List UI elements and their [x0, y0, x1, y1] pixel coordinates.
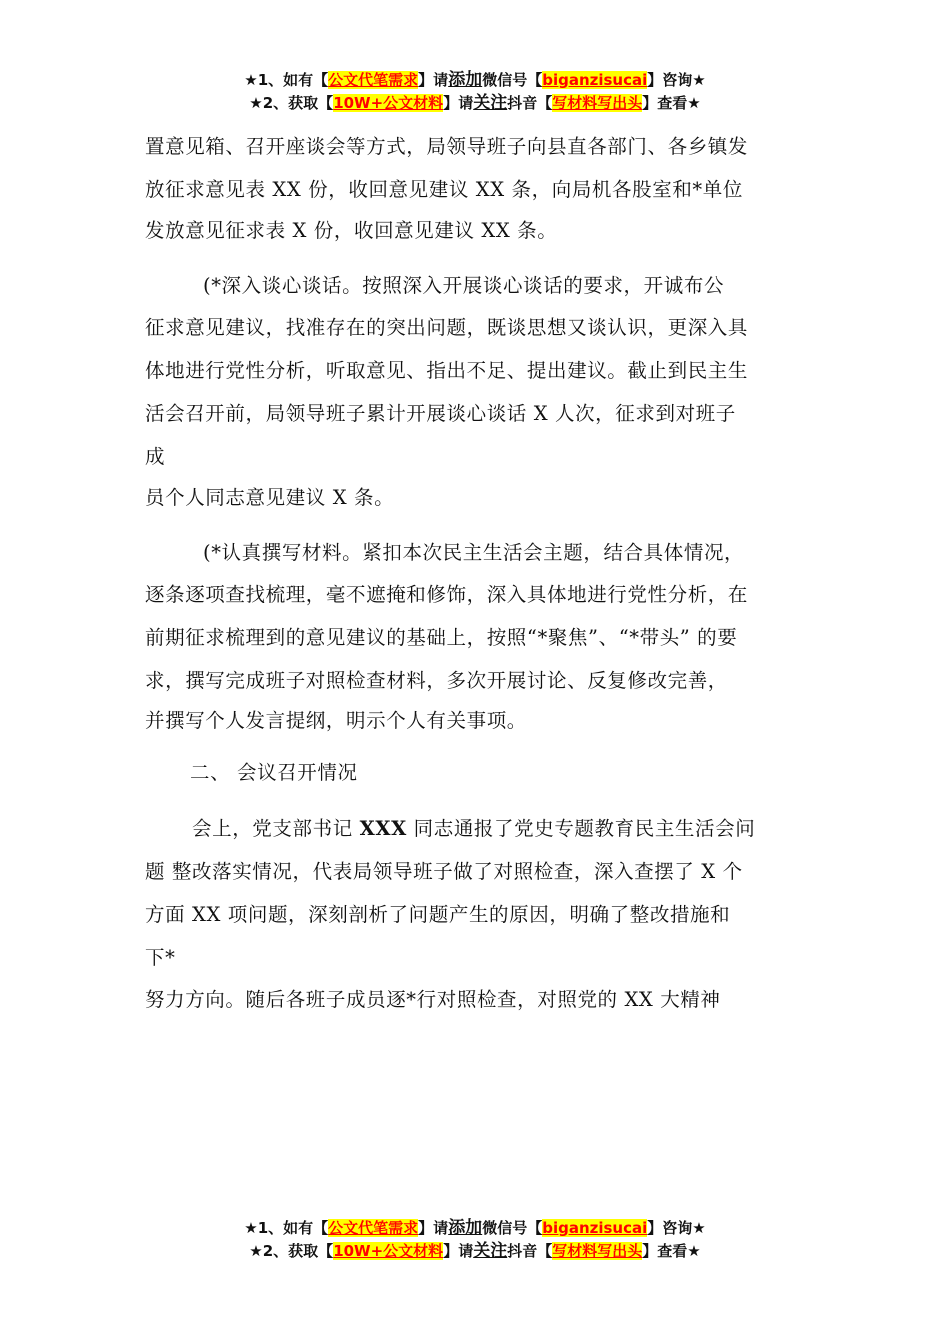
banner-emphasis: 关注 [473, 93, 508, 113]
banner-highlight: 公文代笔需求 [328, 71, 419, 89]
banner-text: ★2、获取【 [249, 94, 334, 112]
bottom-banner [0, 1217, 950, 1263]
body-line: 下* [145, 946, 176, 969]
banner-text: ★2、获取【 [249, 1242, 334, 1260]
body-line: 求，撰写完成班子对照检查材料，多次开展讨论、反复修改完善， [145, 669, 728, 692]
meeting-text: 同志通报了党史专题教育民主生活会问 [413, 817, 756, 840]
body-line: 题 整改落实情况，代表局领导班子做了对照检查，深入查摆了 X 个 [145, 860, 743, 883]
body-line [192, 813, 755, 841]
banner-text: 】咨询★ [647, 1219, 706, 1237]
banner-emphasis: 添加 [448, 70, 483, 90]
banner-highlight: 10W+公文材料 [333, 1242, 444, 1260]
banner-highlight: 写材料写出头 [552, 1242, 643, 1260]
banner-text: ★1、如有【 [244, 71, 329, 89]
banner-text: 】咨询★ [647, 71, 706, 89]
banner-text: 】请 [443, 1242, 474, 1260]
banner-text: 微信号【 [482, 1219, 543, 1237]
banner-text: 】请 [443, 94, 474, 112]
body-line: 发放意见征求表 X 份，收回意见建议 XX 条。 [145, 219, 558, 242]
banner-line-1 [0, 69, 950, 92]
body-line: 成 [145, 445, 166, 468]
banner-emphasis: 关注 [473, 1241, 508, 1261]
banner-text: 】请 [418, 71, 449, 89]
body-line: 放征求意见表 XX 份，收回意见建议 XX 条，向局机各股室和*单位 [145, 178, 743, 201]
banner-emphasis: 添加 [448, 1218, 483, 1238]
section-heading: 二、 会议召开情况 [190, 761, 358, 784]
banner-highlight: biganzisucai [542, 71, 648, 89]
body-line: 方面 XX 项问题，深刻剖析了问题产生的原因，明确了整改措施和 [145, 903, 731, 926]
banner-text: 微信号【 [482, 71, 543, 89]
banner-text: 抖音【 [507, 94, 553, 112]
body-line: (*深入谈心谈话。按照深入开展谈心谈话的要求，开诚布公 [203, 274, 725, 297]
banner-text: ★1、如有【 [244, 1219, 329, 1237]
banner-highlight: 10W+公文材料 [333, 94, 444, 112]
banner-highlight: 公文代笔需求 [328, 1219, 419, 1237]
banner-text: 】查看★ [642, 1242, 701, 1260]
banner-highlight: 写材料写出头 [552, 94, 643, 112]
banner-line-1 [0, 1217, 950, 1240]
body-line: (*认真撰写材料。紧扣本次民主生活会主题，结合具体情况， [203, 541, 745, 564]
body-line: 努力方向。随后各班子成员逐*行对照检查，对照党的 XX 大精神 [145, 988, 721, 1011]
body-line: 前期征求梳理到的意见建议的基础上，按照“*聚焦”、“*带头” 的要 [145, 626, 738, 649]
body-line: 征求意见建议，找准存在的突出问题，既谈思想又谈认识，更深入具 [145, 316, 749, 339]
body-line: 逐条逐项查找梳理，毫不遮掩和修饰，深入具体地进行党性分析，在 [145, 583, 749, 606]
top-banner [0, 69, 950, 115]
body-line: 活会召开前，局领导班子累计开展谈心谈话 X 人次，征求到对班子 [145, 402, 736, 425]
meeting-prefix: 会上，党支部书记 [192, 817, 360, 840]
banner-text: 】请 [418, 1219, 449, 1237]
banner-line-2 [0, 1240, 950, 1263]
body-line: 体地进行党性分析，听取意见、指出不足、提出建议。截止到民主生 [145, 359, 749, 382]
body-line: 员个人同志意见建议 X 条。 [145, 486, 395, 509]
secretary-name: XXX [359, 817, 407, 840]
banner-line-2 [0, 92, 950, 115]
body-line: 并撰写个人发言提纲，明示个人有关事项。 [145, 709, 527, 732]
banner-text: 】查看★ [642, 94, 701, 112]
banner-highlight: biganzisucai [542, 1219, 648, 1237]
banner-text: 抖音【 [507, 1242, 553, 1260]
body-line: 置意见箱、召开座谈会等方式，局领导班子向县直各部门、各乡镇发 [145, 135, 749, 158]
